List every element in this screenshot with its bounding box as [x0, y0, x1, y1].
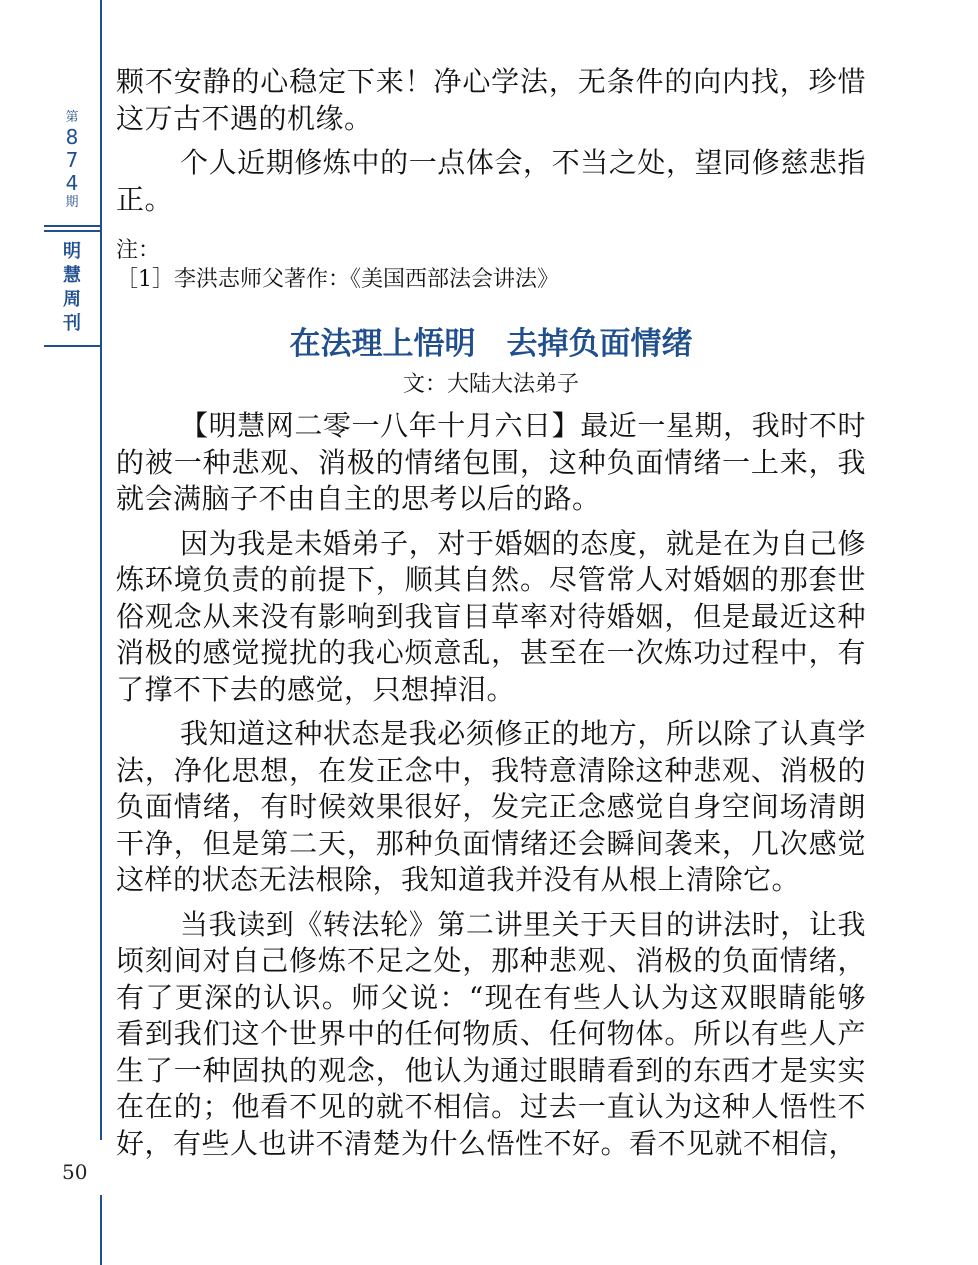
issue-digit: 4 — [65, 171, 79, 195]
note-label: 注： — [116, 238, 161, 263]
magazine-name — [44, 240, 100, 336]
article-paragraph: 【明慧网二零一八年十月六日】最近一星期，我时不时的被一种悲观、消极的情绪包围，这种负面情绪一上来，我就会满脑子不由自主的思考以后的路。 — [116, 409, 866, 515]
issue-digit: 7 — [65, 148, 79, 172]
article-paragraph: 因为我是未婚弟子，对于婚姻的态度，就是在为自己修炼环境负责的前提下，顺其自然。尽管常人对婚姻的那套世俗观念从来没有影响到我盲目草率对待婚姻，但是最近这种消极的感觉搅扰的我心烦意乱，甚至在一次炼功过程中，有了撑不下去的感觉，只想掉泪。 — [116, 526, 866, 706]
page-number: 50 — [62, 1160, 88, 1184]
magazine-char: 明 — [63, 241, 81, 262]
magazine-char: 周 — [63, 289, 81, 310]
magazine-char: 慧 — [63, 265, 81, 286]
prev-article-paragraph: 颗不安静的心稳定下来！净心学法，无条件的向内找，珍惜这万古不遇的机缘。 — [116, 65, 866, 135]
article-paragraph: 当我读到《转法轮》第二讲里关于天目的讲法时，让我顷刻间对自己修炼不足之处，那种悲观、消极的负面情绪，有了更深的认识。师父说：“现在有些人认为这双眼睛能够看到我们这个世界中的任何物质、任何物体。所以有些人产生了一种固执的观念，他认为通过眼睛看到的东西才是实实在在的；他看不见的就不相信。过去一直认为这种人悟性不好，有些人也讲不清楚为什么悟性不好。看不见就不相信， — [116, 907, 866, 1160]
article-title: 在法理上悟明 去掉负面情绪 — [289, 326, 693, 362]
main-content — [116, 64, 866, 1162]
prev-article-paragraph: 个人近期修炼中的一点体会，不当之处，望同修慈悲指正。 — [116, 146, 866, 216]
issue-prefix: 第 — [65, 110, 79, 125]
sidebar-rule — [44, 230, 101, 232]
article-paragraph: 我知道这种状态是我必须修正的地方，所以除了认真学法，净化思想，在发正念中，我特意清除这种悲观、消极的负面情绪，有时候效果很好，发完正念感觉自身空间场清朗干净，但是第二天，那种负面情绪还会瞬间袭来，几次感觉这样的状态无法根除，我知道我并没有从根上清除它。 — [116, 717, 866, 896]
magazine-char: 刊 — [63, 313, 81, 334]
sidebar-divider-line — [100, 0, 102, 1265]
issue-digit: 8 — [65, 125, 79, 149]
sidebar-rule — [44, 345, 101, 347]
notes — [116, 236, 866, 294]
article-author: 文：大陆大法弟子 — [402, 372, 579, 397]
issue-number — [44, 110, 100, 225]
sidebar-rule — [44, 225, 101, 227]
issue-suffix: 期 — [65, 195, 79, 210]
sidebar-line-gap — [100, 1140, 102, 1195]
note-item: ［1］李洪志师父著作：《美国西部法会讲法》 — [116, 267, 559, 292]
